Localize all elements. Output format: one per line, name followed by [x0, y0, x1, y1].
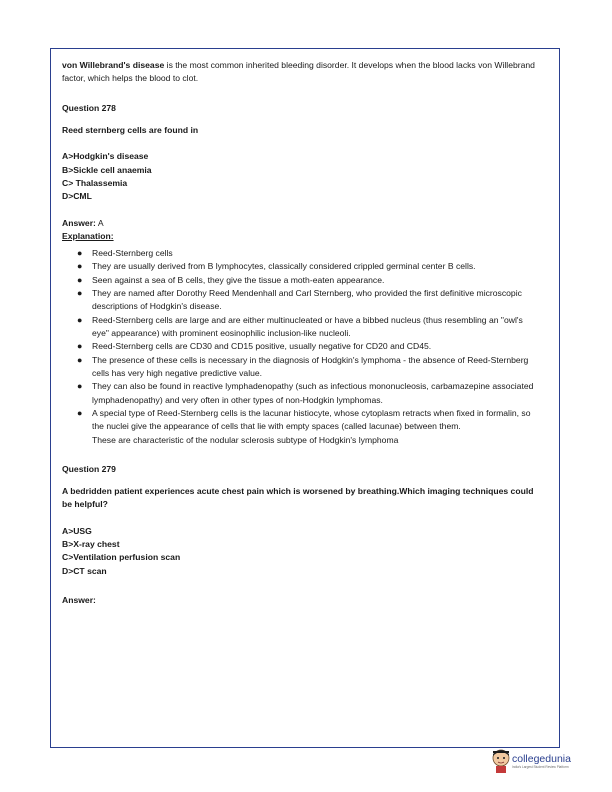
- explanation-label: Explanation:: [62, 230, 114, 241]
- list-item: ● Reed-Sternberg cells are CD30 and CD15 positive, usually negative for CD20 and CD45.: [62, 340, 542, 353]
- bullet-icon: ●: [77, 274, 83, 285]
- question-279-heading: Question 279: [62, 463, 116, 474]
- question-279-answer-label: Answer:: [62, 595, 96, 605]
- list-item: ● They are named after Dorothy Reed Mendenhall and Carl Sternberg, who provided the first definitive microscopic descriptions of Hodgkin's disease.: [77, 288, 522, 312]
- list-item: ● Reed-Sternberg cells: [62, 247, 542, 260]
- question-279-option-a: A>USG: [62, 525, 92, 536]
- mascot-icon: [490, 748, 512, 774]
- bullet-icon: ●: [77, 261, 83, 272]
- intro-term: von Willebrand's disease: [62, 60, 165, 70]
- list-item: ● The presence of these cells is necessary in the diagnosis of Hodgkin's lymphoma - the absence of Reed-Sternberg cells has very high negative predictive value.: [77, 354, 529, 378]
- list-item: ● Reed-Sternberg cells are large and are either multinucleated or have a bibbed nucleus (thus resembling an "owl's eye" appearance) with prominent eosinophilic inclusion-like nucleoli.: [77, 314, 523, 338]
- question-278-option-c: C> Thalassemia: [62, 177, 128, 188]
- bullet-icon: ●: [77, 288, 83, 299]
- list-item: ● They can also be found in reactive lymphadenopathy (such as infectious mononucleosis, carbamazepine associated lymphadenopathy) and very often in other types of non-Hodgkin lymphomas.: [77, 381, 534, 405]
- logo-tagline: India's Largest Student Review Platform: [512, 765, 569, 769]
- bullet-icon: ●: [77, 381, 83, 392]
- explanation-list: [62, 247, 542, 433]
- question-278-option-d: D>CML: [62, 191, 92, 202]
- bullet-icon: ●: [77, 407, 83, 418]
- intro-paragraph: [62, 59, 542, 86]
- list-item: ● Seen against a sea of B cells, they give the tissue a moth-eaten appearance.: [62, 274, 542, 287]
- answer-value: A: [95, 217, 104, 228]
- question-279-option-c: C>Ventilation perfusion scan: [62, 552, 181, 563]
- answer-label: Answer:: [62, 217, 96, 228]
- bullet-icon: ●: [77, 341, 83, 352]
- bullet-icon: ●: [77, 314, 83, 325]
- list-item: ● They are usually derived from B lymphocytes, classically considered crippled germinal center B cells.: [62, 260, 542, 273]
- bullet-icon: ●: [77, 354, 83, 365]
- question-278-heading: Question 278: [62, 102, 116, 113]
- intro-text: is the most common inherited bleeding disorder. It develops when the blood lacks von Willebrand factor, which helps the blood to clot.: [62, 60, 535, 84]
- page-content: [62, 59, 542, 607]
- question-278-stem: Reed sternberg cells are found in: [62, 124, 199, 135]
- collegedunia-logo: [490, 748, 580, 778]
- bullet-icon: ●: [77, 248, 83, 259]
- question-278-option-a: A>Hodgkin's disease: [62, 151, 149, 162]
- logo-brand-text: collegedunia: [512, 753, 571, 765]
- question-279-option-b: B>X-ray chest: [62, 539, 120, 550]
- question-278-option-b: B>Sickle cell anaemia: [62, 164, 152, 175]
- question-278-answer: [62, 217, 542, 230]
- question-279-option-d: D>CT scan: [62, 565, 107, 576]
- question-279-stem: A bedridden patient experiences acute chest pain which is worsened by breathing.Which imaging techniques could be helpful?: [62, 486, 534, 510]
- list-item: ● A special type of Reed-Sternberg cells is the lacunar histiocyte, whose cytoplasm retracts when fixed in formalin, so the nuclei give the appearance of cells that lie with empty spaces (called lacunae) between them.: [77, 407, 531, 432]
- closing-note: These are characteristic of the nodular sclerosis subtype of Hodgkin's lymphoma: [92, 434, 399, 445]
